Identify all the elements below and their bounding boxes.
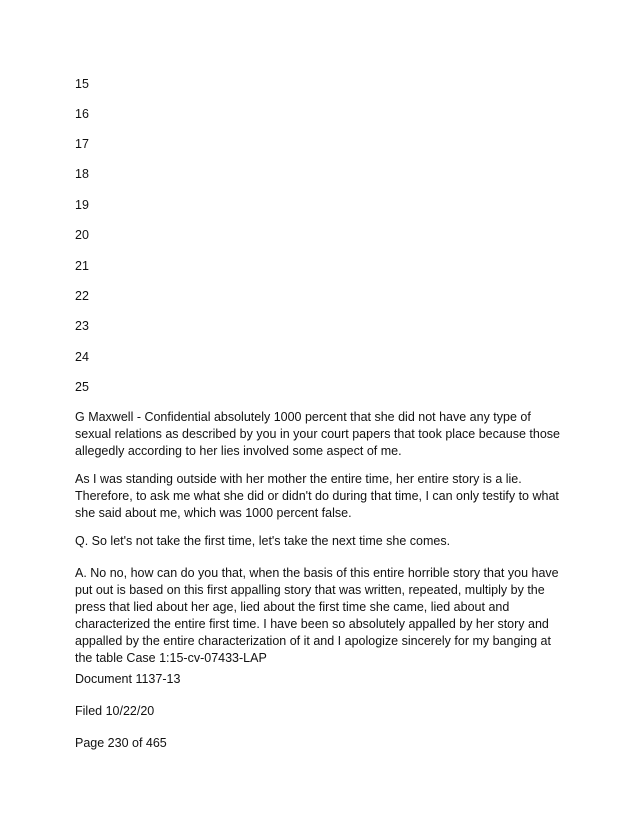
line-number-20: 20 [75,228,89,242]
line-number-17: 17 [75,137,89,151]
line-number-25: 25 [75,380,89,394]
page-number: Page 230 of 465 [75,736,167,750]
filed-date: Filed 10/22/20 [75,704,155,718]
paragraph-question: Q. So let's not take the first time, let's take the next time she comes. [75,534,451,548]
line-number-22: 22 [75,289,89,303]
line-number-16: 16 [75,107,89,121]
line-number-21: 21 [75,259,89,273]
line-number-18: 18 [75,167,89,181]
document-number: Document 1137-13 [75,672,181,686]
line-number-23: 23 [75,319,89,333]
line-number-19: 19 [75,198,89,212]
paragraph-standing-outside: As I was standing outside with her mother the entire time, her entire story is a lie. Therefore, to ask me what she did or didn't do during that time, I can only testify to what she said about me, which was 1000 percent false. [75,472,559,520]
line-number-15: 15 [75,77,89,91]
line-number-24: 24 [75,350,89,364]
paragraph-answer: A. No no, how can do you that, when the basis of this entire horrible story that you have put out is based on this first appalling story that was written, repeated, multiply by the press that lied about her age, lied about the first time she came, lied about and characterized the entire first time. I have been so absolutely appalled by her story and appalled by the entire characterization of it and I apologize sincerely for my banging at the table Case 1:15-cv-07433-LAP [75,566,559,665]
paragraph-maxwell-statement: G Maxwell - Confidential absolutely 1000 percent that she did not have any type of sexual relations as described by you in your court papers that took place because those allegedly according to her lies involved some aspect of me. [75,410,561,458]
